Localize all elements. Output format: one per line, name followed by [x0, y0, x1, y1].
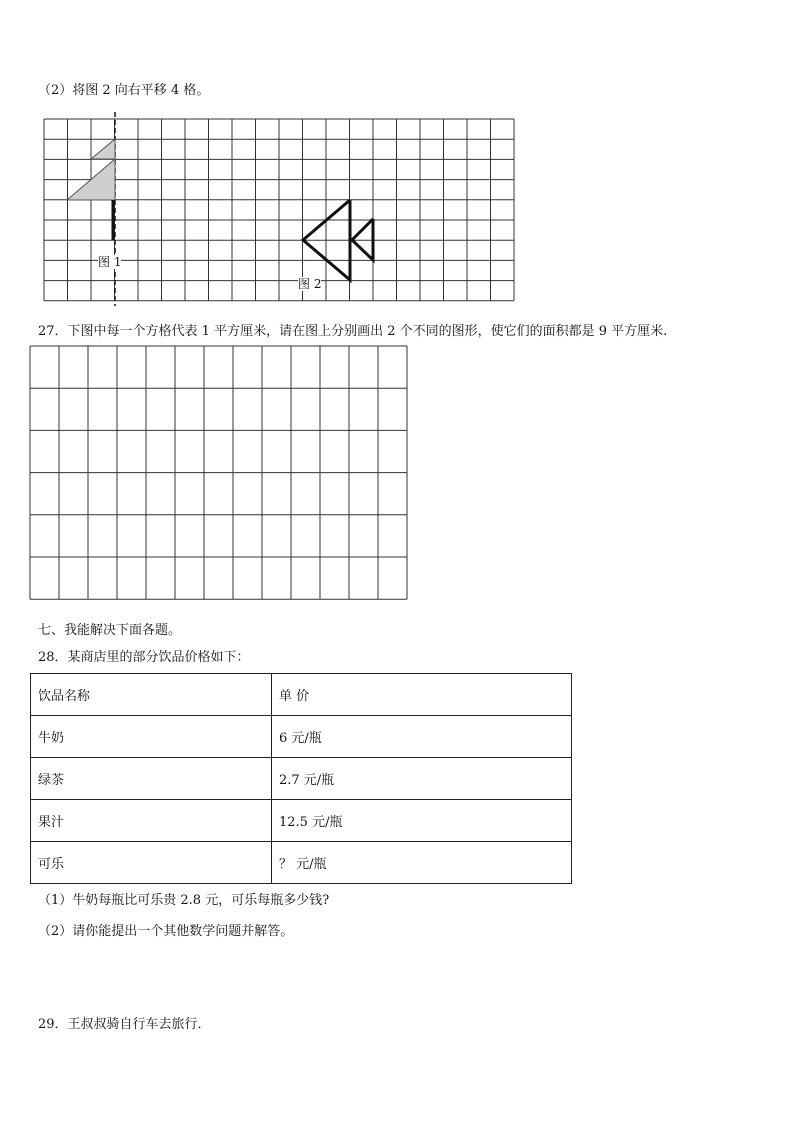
table-header-row — [31, 674, 572, 716]
table-row — [31, 800, 572, 842]
q28-intro: 28．某商店里的部分饮品价格如下： — [38, 650, 250, 665]
figure-1-shape — [91, 139, 115, 159]
drink-name: 牛奶 — [31, 716, 272, 758]
drink-price: 6 元/瓶 — [272, 716, 572, 758]
price-table — [30, 673, 572, 884]
q26-part2-text: （2）将图 2 向右平移 4 格。 — [38, 83, 210, 98]
drink-name: 果汁 — [31, 800, 272, 842]
drink-name: 绿茶 — [31, 758, 272, 800]
drink-price: 2.7 元/瓶 — [272, 758, 572, 800]
q29-text: 29．王叔叔骑自行车去旅行． — [38, 1017, 211, 1032]
table-row — [31, 716, 572, 758]
figure-2-label: 图 2 — [298, 277, 322, 291]
q28-part2: （2）请你能提出一个其他数学问题并解答。 — [38, 924, 294, 939]
header-drink-name: 饮品名称 — [31, 674, 272, 716]
q27-text: 27．下图中每一个方格代表 1 平方厘米，请在图上分别画出 2 个不同的图形，使它们的面积都是 9 平方厘米. — [38, 324, 668, 339]
figure-2-small-triangle — [352, 219, 373, 260]
grid-2-lines — [30, 346, 407, 599]
drink-price: 12.5 元/瓶 — [272, 800, 572, 842]
q28-part1: （1）牛奶每瓶比可乐贵 2.8 元，可乐每瓶多少钱? — [38, 893, 330, 908]
header-unit-price: 单 价 — [272, 674, 572, 716]
drink-name: 可乐 — [31, 842, 272, 884]
drink-price: ？ 元/瓶 — [272, 842, 572, 884]
figure-1-label: 图 1 — [98, 255, 122, 269]
table-row — [31, 842, 572, 884]
section-7-heading: 七、我能解决下面各题。 — [38, 623, 182, 638]
table-row — [31, 758, 572, 800]
